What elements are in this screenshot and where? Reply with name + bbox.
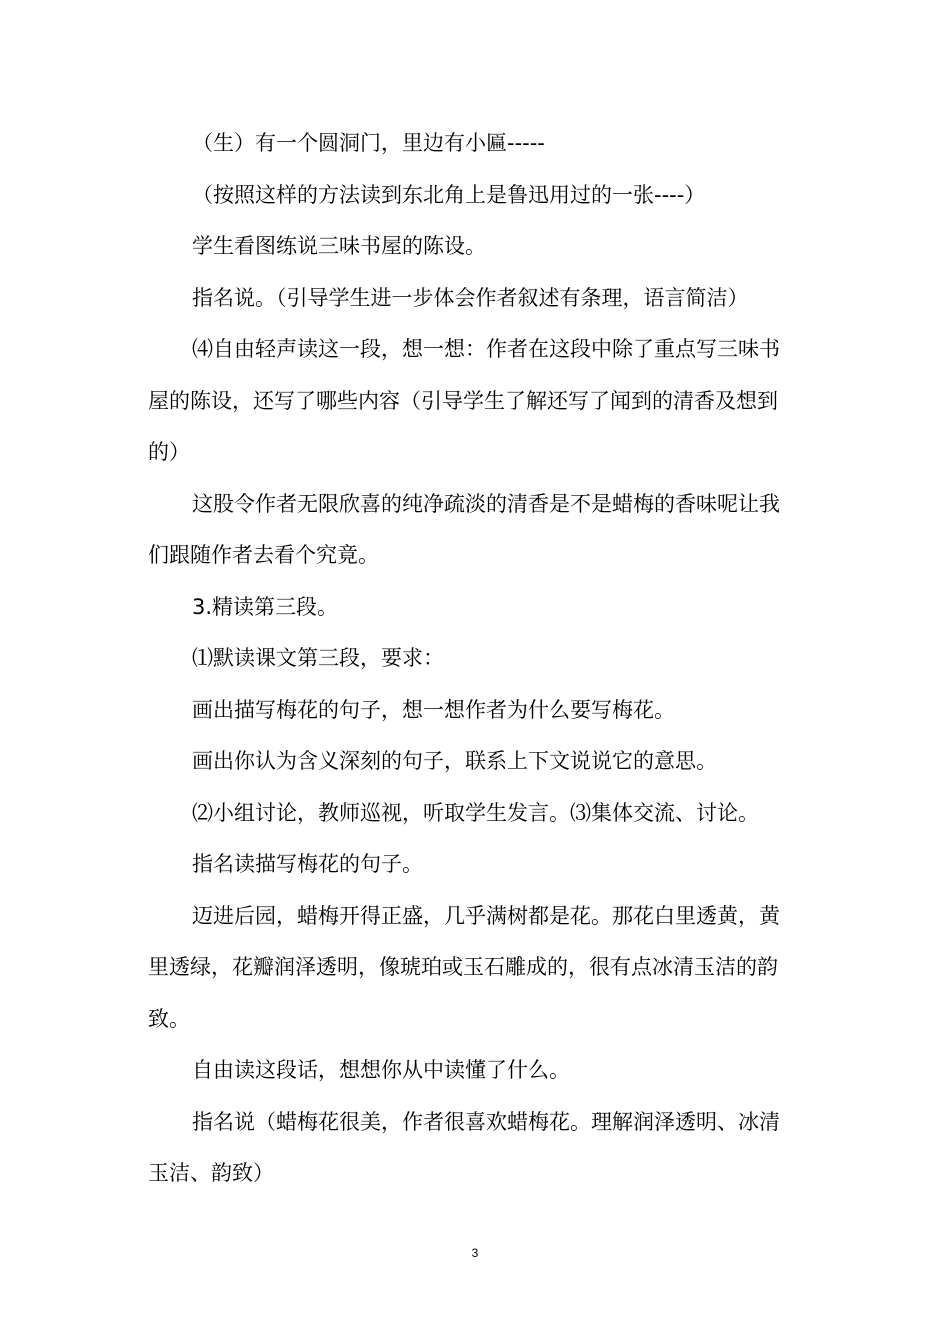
page-number: 3 [471,1246,479,1260]
paragraph: ⑵小组讨论，教师巡视，听取学生发言。⑶集体交流、讨论。 [192,800,759,825]
paragraph: 自由读这段话，想想你从中读懂了什么。 [192,1058,570,1082]
paragraph: ⑷自由轻声读这一段，想一想：作者在这段中除了重点写三味书屋的陈设，还写了哪些内容（引导学生了解还写了闻到的清香及想到的） [148,337,780,464]
paragraph: （按照这样的方法读到东北角上是鲁迅用过的一张----） [192,182,706,207]
paragraph: 迈进后园，蜡梅开得正盛，几乎满树都是花。那花白里透黄，黄里透绿，花瓣润泽透明，像琥珀或玉石雕成的，很有点冰清玉洁的韵致。 [148,903,780,1031]
paragraph: 学生看图练说三味书屋的陈设。 [192,234,486,258]
paragraph: 指名读描写梅花的句子。 [192,852,423,876]
paragraph: 画出你认为含义深刻的句子，联系上下文说说它的意思。 [192,749,717,773]
paragraph: ⑴默读课文第三段，要求： [192,646,444,670]
paragraph: 指名说（蜡梅花很美，作者很喜欢蜡梅花。理解润泽透明、冰清玉洁、韵致） [148,1109,780,1185]
paragraph: 画出描写梅花的句子，想一想作者为什么要写梅花。 [192,697,675,722]
paragraph: 这股令作者无限欣喜的纯净疏淡的清香是不是蜡梅的香味呢让我们跟随作者去看个究竟。 [148,491,780,567]
paragraph: 指名说。（引导学生进一步体会作者叙述有条理，语言简洁） [192,285,749,310]
paragraph: 3.精读第三段。 [192,594,339,619]
document-body [148,118,800,1200]
paragraph: （生）有一个圆洞门，里边有小匾----- [192,131,545,155]
